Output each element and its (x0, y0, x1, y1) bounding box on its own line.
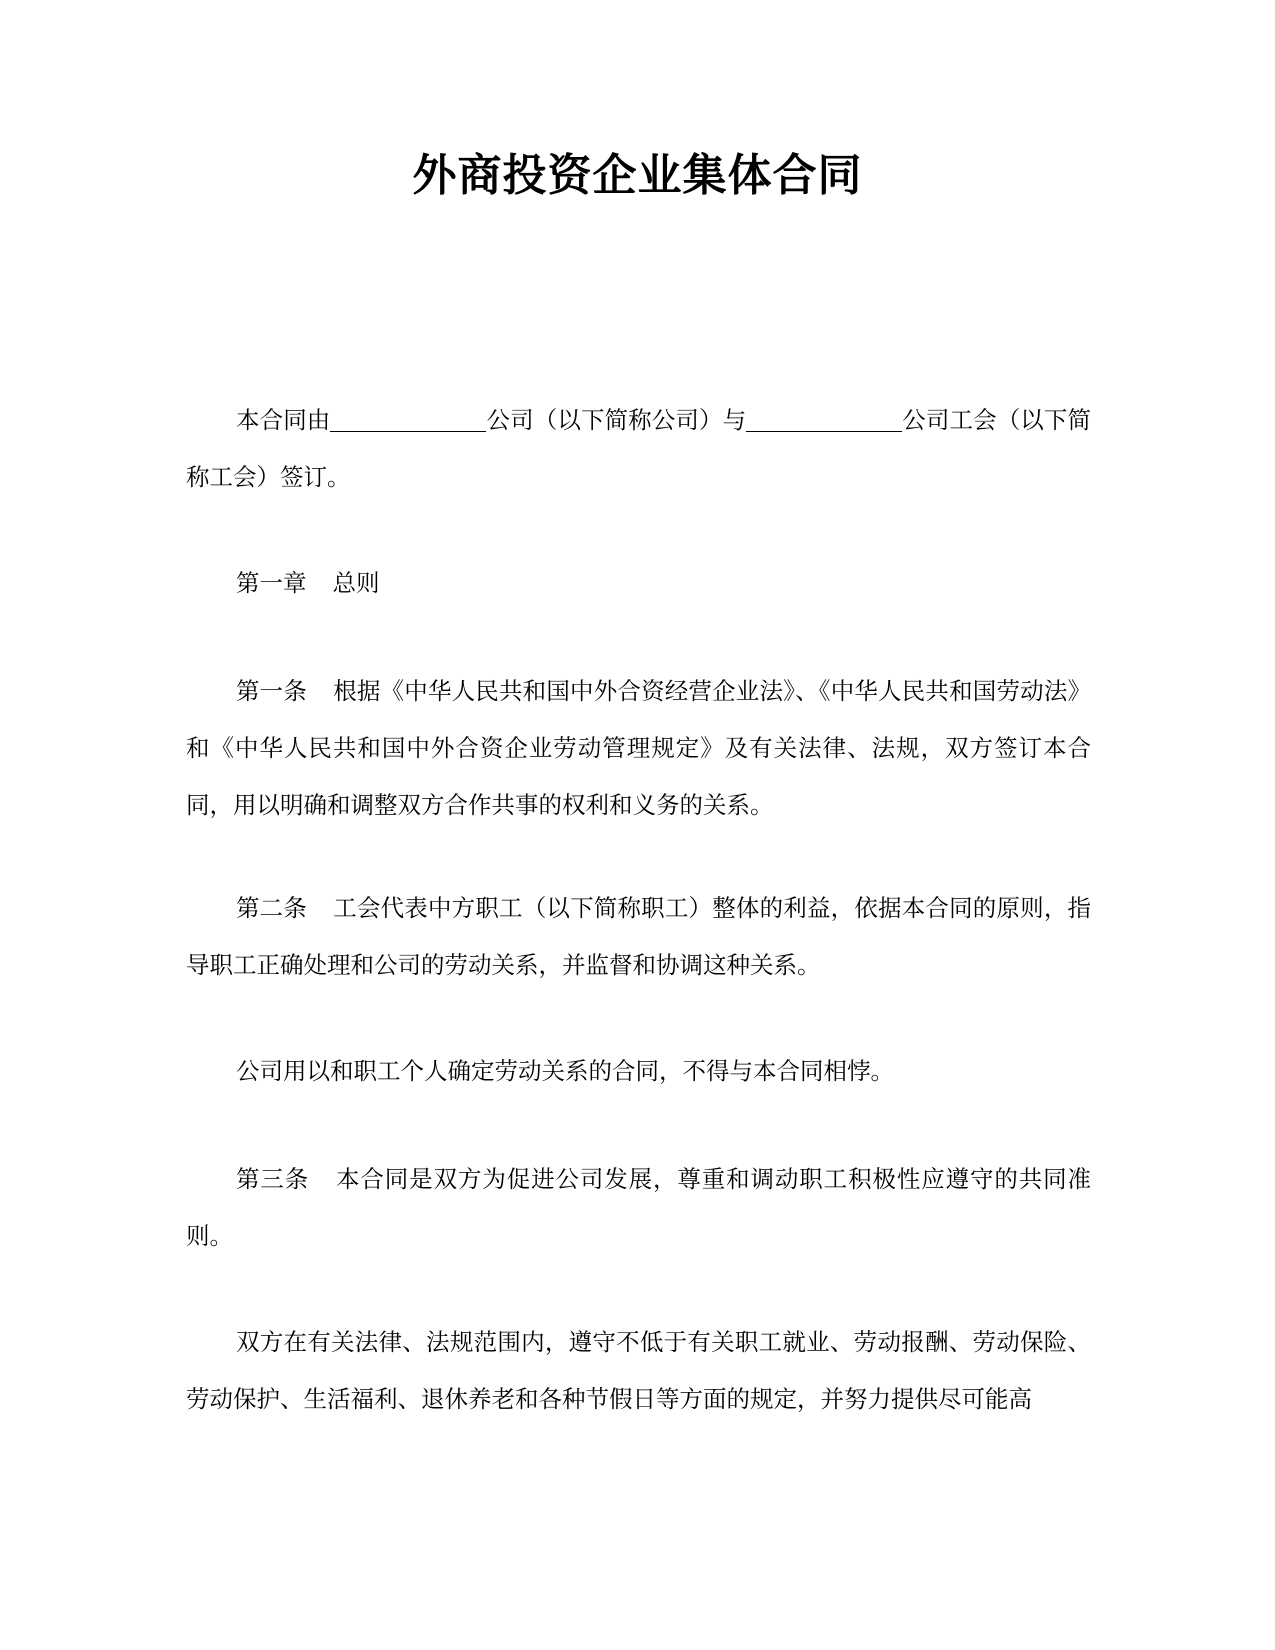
chapter-label: 第一章 (236, 569, 307, 597)
intro-text-3: 公司工会（以下简称工会）签订。 (186, 406, 1092, 491)
article-2-text: 工会代表中方职工（以下简称职工）整体的利益，依据本合同的原则，指导职工正确处理和公司的劳动关系，并监督和协调这种关系。 (186, 894, 1092, 979)
document-title: 外商投资企业集体合同 (412, 150, 863, 201)
intro-paragraph (186, 392, 1091, 506)
company-name-blank (330, 407, 486, 432)
article-3-text: 本合同是双方为促进公司发展，尊重和调动职工积极性应遵守的共同准则。 (186, 1165, 1092, 1250)
intro-text-2: 公司（以下简称公司）与 (486, 406, 747, 434)
article-1-text: 根据《中华人民共和国中外合资经营企业法》、《中华人民共和国劳动法》和《中华人民共和国中外合资企业劳动管理规定》及有关法律、法规，双方签订本合同，用以明确和调整双方合作共事的权利和义务的关系。 (186, 677, 1092, 819)
chapter-heading (186, 555, 1091, 612)
union-name-blank (746, 407, 902, 432)
article-1 (186, 663, 1091, 834)
article-2-label: 第二条 (236, 894, 308, 922)
article-3-label: 第三条 (236, 1165, 310, 1193)
article-3 (186, 1151, 1091, 1265)
article-1-label: 第一条 (236, 677, 308, 705)
article-2 (186, 880, 1091, 994)
chapter-name: 总则 (332, 569, 380, 597)
intro-text-1: 本合同由 (236, 406, 331, 434)
article-2-paragraph-2: 公司用以和职工个人确定劳动关系的合同，不得与本合同相悖。 (236, 1057, 894, 1085)
article-3-paragraph-2: 双方在有关法律、法规范围内，遵守不低于有关职工就业、劳动报酬、劳动保险、劳动保护、生活福利、退休养老和各种节假日等方面的规定，并努力提供尽可能高 (186, 1328, 1091, 1413)
